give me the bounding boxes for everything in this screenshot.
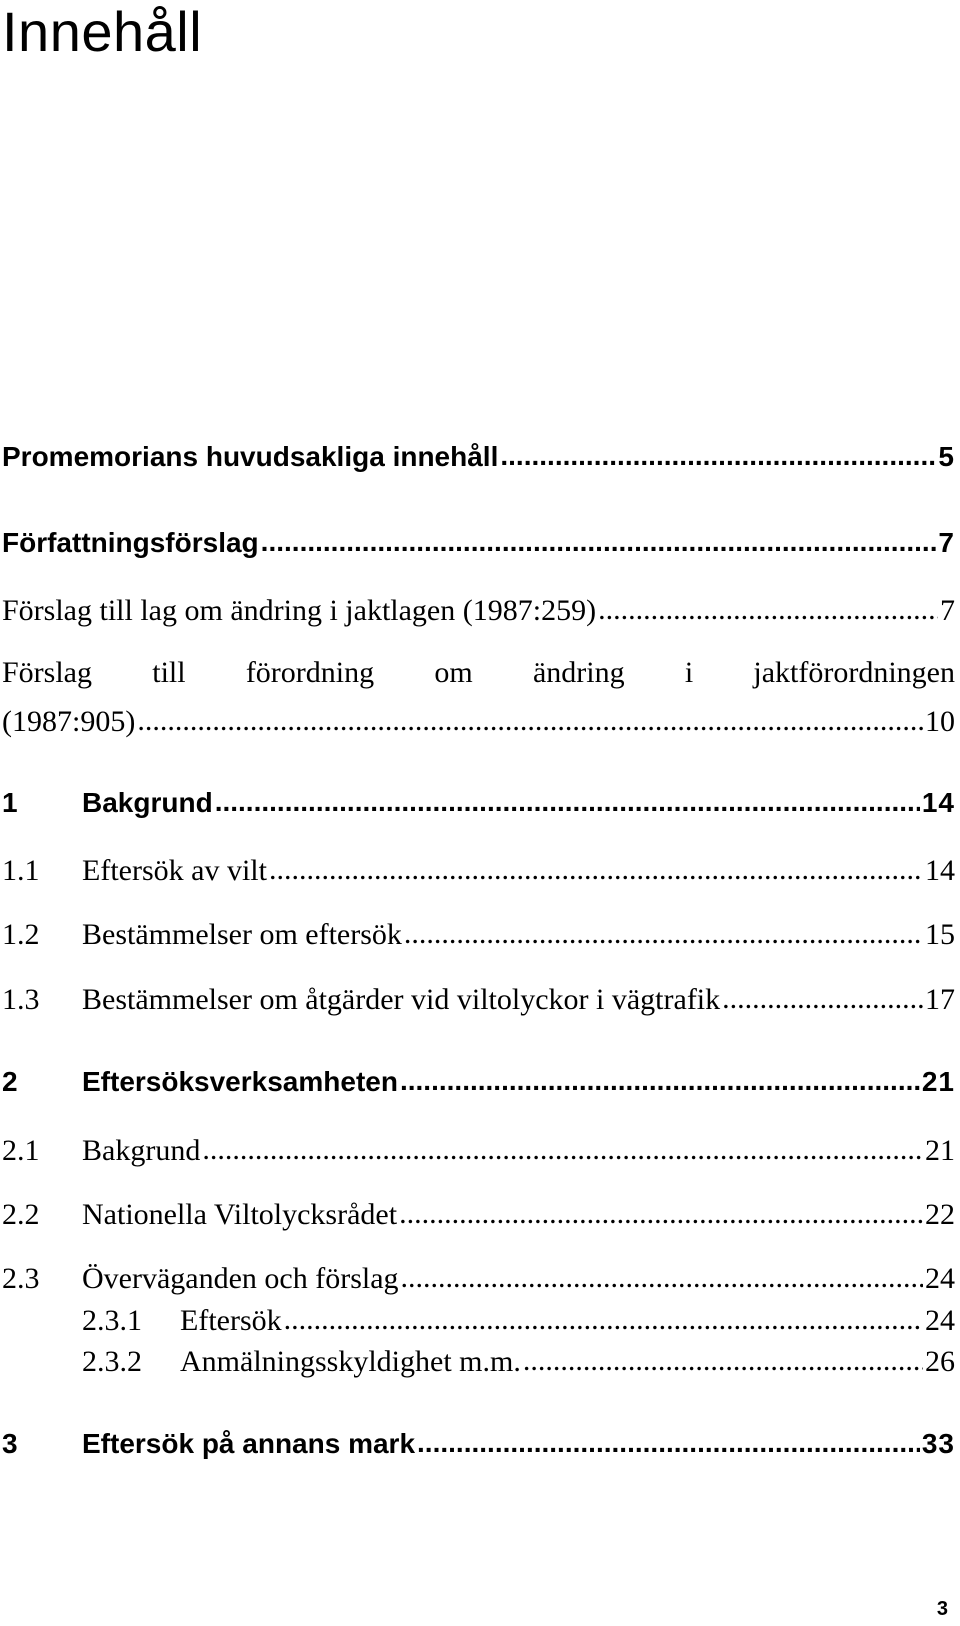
toc-entry-page: 10 xyxy=(925,705,955,738)
toc-entry-page: 7 xyxy=(938,527,955,558)
toc-entry-page: 22 xyxy=(925,1198,955,1231)
toc-leader xyxy=(261,524,937,552)
toc-leader xyxy=(523,1341,923,1371)
toc-leader xyxy=(598,590,938,620)
toc-entry[interactable] xyxy=(2,1130,955,1170)
toc-word: till xyxy=(152,656,186,689)
toc-entry-title: Överväganden och förslag xyxy=(82,1262,399,1295)
toc-entry-page: 14 xyxy=(925,854,955,887)
toc-entry[interactable] xyxy=(2,979,955,1019)
toc-word: Förslag xyxy=(2,656,92,689)
toc-entry-number: 1.2 xyxy=(2,918,40,951)
toc-leader xyxy=(202,1130,923,1160)
toc-entry-number: 1.1 xyxy=(2,854,40,887)
toc-entry-title: Eftersök av vilt xyxy=(82,854,267,887)
toc-entry-title: Bestämmelser om åtgärder vid viltolyckor i vägtrafik xyxy=(82,983,721,1016)
toc-leader xyxy=(269,850,923,880)
toc-word: förordning xyxy=(245,656,375,689)
toc-entry-title: Eftersök på annans mark xyxy=(82,1428,416,1459)
toc-word: om xyxy=(434,656,473,689)
toc-entry[interactable] xyxy=(2,590,955,630)
toc-entry-page: 33 xyxy=(921,1428,955,1459)
toc-entry[interactable] xyxy=(2,1300,955,1340)
toc-word: ändring xyxy=(532,656,625,689)
toc-leader xyxy=(284,1300,923,1330)
toc-entry-number: 2.3.2 xyxy=(82,1345,142,1378)
toc-entry-number: 2.3.1 xyxy=(82,1304,142,1337)
toc-entry[interactable] xyxy=(2,914,955,954)
toc-entry-title: Bestämmelser om eftersök xyxy=(82,918,402,951)
toc-entry-title: Förslag till lag om ändring i jaktlagen (1987:259) xyxy=(2,594,597,627)
toc-entry-page: 24 xyxy=(925,1262,955,1295)
toc-entry[interactable] xyxy=(2,850,955,890)
toc-entry-number: 2.3 xyxy=(2,1262,40,1295)
toc-leader xyxy=(417,1425,920,1453)
toc-entry-title: (1987:905) xyxy=(2,705,136,738)
toc-entry-title: Bakgrund xyxy=(82,787,213,818)
toc-leader xyxy=(401,1258,923,1288)
toc-entry-page: 21 xyxy=(921,1066,955,1097)
toc-leader xyxy=(500,438,936,466)
toc-entry-title: Anmälningsskyldighet m.m. xyxy=(180,1345,521,1378)
toc-entry-page: 24 xyxy=(925,1304,955,1337)
page-title: Innehåll xyxy=(2,0,203,63)
toc-leader xyxy=(404,914,923,944)
toc-entry-number: 3 xyxy=(2,1428,18,1459)
toc-entry-page: 15 xyxy=(925,918,955,951)
toc-leader xyxy=(722,979,923,1009)
toc-entry-number: 2.2 xyxy=(2,1198,40,1231)
toc-entry-title: Promemorians huvudsakliga innehåll xyxy=(2,441,499,472)
toc-entry-page: 14 xyxy=(921,787,955,818)
toc-entry-page: 17 xyxy=(925,983,955,1016)
toc-entry[interactable] xyxy=(2,1194,955,1234)
toc-entry[interactable] xyxy=(2,701,955,741)
toc-entry-title: Eftersök xyxy=(180,1304,282,1337)
toc-entry-page: 5 xyxy=(938,441,955,472)
toc-entry[interactable] xyxy=(2,438,955,478)
toc-entry-title: Eftersöksverksamheten xyxy=(82,1066,398,1097)
toc-leader xyxy=(215,784,920,812)
toc-entry-number: 2.1 xyxy=(2,1134,40,1167)
page-number: 3 xyxy=(936,1598,948,1620)
toc-entry-page: 26 xyxy=(925,1345,955,1378)
toc-entry-number: 1 xyxy=(2,787,18,818)
toc-leader xyxy=(399,1194,923,1224)
toc-entry-title: Nationella Viltolycksrådet xyxy=(82,1198,398,1231)
toc-entry-first-line[interactable] xyxy=(2,656,955,690)
toc-leader xyxy=(137,701,923,731)
toc-entry[interactable] xyxy=(2,784,955,824)
toc-entry[interactable] xyxy=(2,1063,955,1103)
toc-entry[interactable] xyxy=(2,524,955,564)
toc-word: i xyxy=(684,656,694,689)
toc-word: jaktförordningen xyxy=(753,656,955,689)
toc-entry[interactable] xyxy=(2,1341,955,1381)
toc-entry[interactable] xyxy=(2,1425,955,1465)
toc-entry-title: Bakgrund xyxy=(82,1134,201,1167)
toc-entry-title: Författningsförslag xyxy=(2,527,259,558)
toc-entry-number: 1.3 xyxy=(2,983,40,1016)
toc-entry-page: 21 xyxy=(925,1134,955,1167)
toc-entry-number: 2 xyxy=(2,1066,18,1097)
toc-entry[interactable] xyxy=(2,1258,955,1298)
toc-entry-page: 7 xyxy=(940,594,955,627)
toc-leader xyxy=(400,1063,920,1091)
